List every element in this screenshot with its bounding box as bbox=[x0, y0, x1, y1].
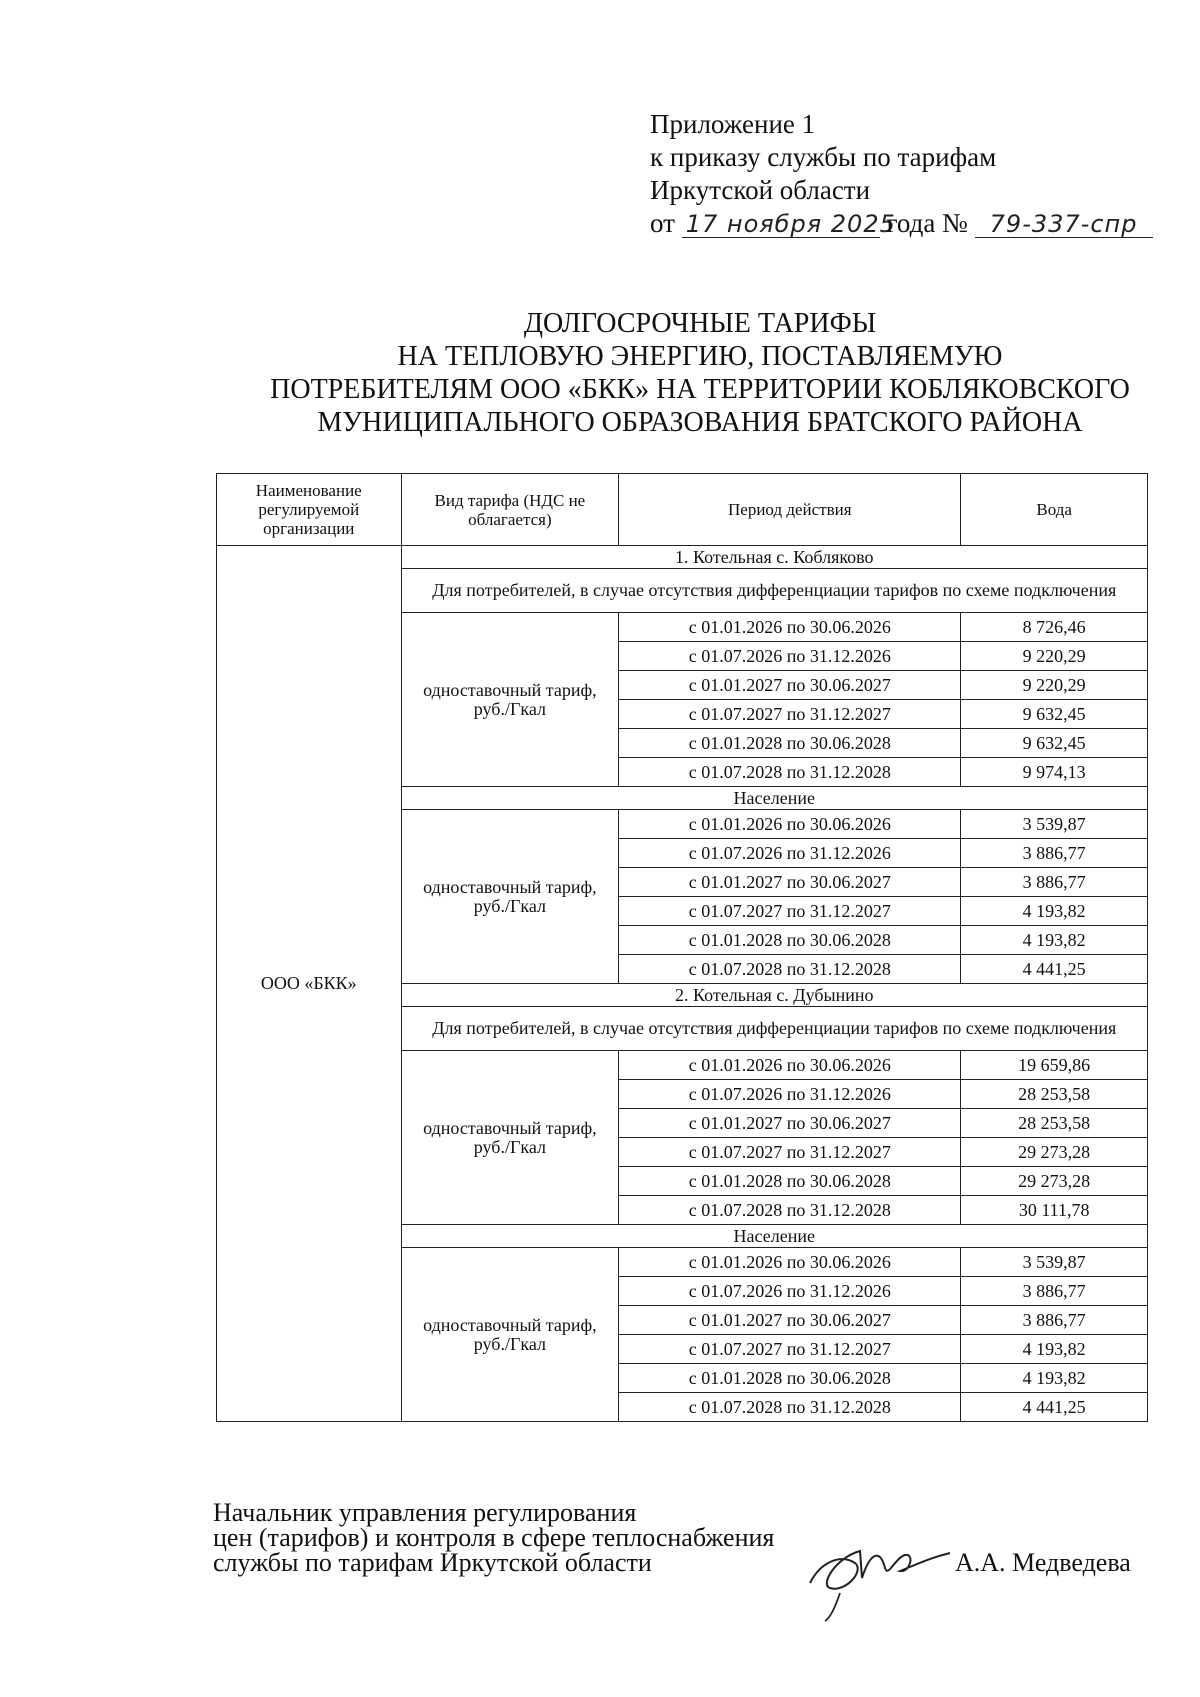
water-value-cell: 4 441,25 bbox=[961, 1393, 1148, 1422]
appendix-line-2: к приказу службы по тарифам bbox=[650, 142, 997, 172]
header-period: Период действия bbox=[619, 474, 961, 546]
water-value-cell: 29 273,28 bbox=[961, 1138, 1148, 1167]
period-cell: с 01.07.2026 по 31.12.2026 bbox=[619, 642, 961, 671]
period-cell: с 01.01.2026 по 30.06.2026 bbox=[619, 1248, 961, 1277]
title-line-3: ПОТРЕБИТЕЛЯМ ООО «БКК» НА ТЕРРИТОРИИ КОБЛЯКОВСКОГО bbox=[270, 374, 1130, 405]
water-value-cell: 19 659,86 bbox=[961, 1051, 1148, 1080]
water-value-cell: 3 886,77 bbox=[961, 1277, 1148, 1306]
water-value-cell: 3 886,77 bbox=[961, 868, 1148, 897]
title-line-4: МУНИЦИПАЛЬНОГО ОБРАЗОВАНИЯ БРАТСКОГО РАЙОНА bbox=[317, 407, 1083, 438]
header-water: Вода bbox=[961, 474, 1148, 546]
period-cell: с 01.07.2026 по 31.12.2026 bbox=[619, 839, 961, 868]
group-title: Население bbox=[401, 1225, 1147, 1248]
document-title bbox=[200, 307, 1200, 439]
signature-line-1: Начальник управления регулирования bbox=[213, 1498, 637, 1527]
period-cell: с 01.07.2026 по 31.12.2026 bbox=[619, 1277, 961, 1306]
handwritten-number: 79-337-спр bbox=[975, 211, 1153, 238]
water-value-cell: 4 193,82 bbox=[961, 926, 1148, 955]
handwritten-date: 17 ноября 2025 bbox=[682, 211, 880, 238]
appendix-line-3: Иркутской области bbox=[650, 175, 871, 205]
handwritten-signature-icon bbox=[800, 1523, 980, 1623]
period-cell: с 01.07.2027 по 31.12.2027 bbox=[619, 1138, 961, 1167]
water-value-cell: 8 726,46 bbox=[961, 613, 1148, 642]
organization-cell: ООО «БКК» bbox=[217, 546, 402, 1422]
water-value-cell: 4 193,82 bbox=[961, 897, 1148, 926]
water-value-cell: 4 193,82 bbox=[961, 1364, 1148, 1393]
appendix-line-1: Приложение 1 bbox=[650, 109, 816, 139]
group-title: Население bbox=[401, 787, 1147, 810]
water-value-cell: 29 273,28 bbox=[961, 1167, 1148, 1196]
period-cell: с 01.01.2026 по 30.06.2026 bbox=[619, 613, 961, 642]
signer-name: А.А. Медведева bbox=[955, 1548, 1131, 1577]
table-header-row bbox=[217, 474, 1148, 546]
period-cell: с 01.07.2027 по 31.12.2027 bbox=[619, 1335, 961, 1364]
tariff-type-cell: одноставочный тариф, руб./Гкал bbox=[401, 1248, 619, 1422]
period-cell: с 01.07.2026 по 31.12.2026 bbox=[619, 1080, 961, 1109]
period-cell: с 01.07.2028 по 31.12.2028 bbox=[619, 1393, 961, 1422]
water-value-cell: 3 539,87 bbox=[961, 1248, 1148, 1277]
period-cell: с 01.07.2028 по 31.12.2028 bbox=[619, 1196, 961, 1225]
water-value-cell: 3 539,87 bbox=[961, 810, 1148, 839]
period-cell: с 01.01.2027 по 30.06.2027 bbox=[619, 1109, 961, 1138]
period-cell: с 01.01.2026 по 30.06.2026 bbox=[619, 1051, 961, 1080]
header-tariff-type: Вид тарифа (НДС не облагается) bbox=[401, 474, 619, 546]
water-value-cell: 9 632,45 bbox=[961, 700, 1148, 729]
signature-line-3: службы по тарифам Иркутской области bbox=[213, 1548, 652, 1577]
water-value-cell: 4 441,25 bbox=[961, 955, 1148, 984]
water-value-cell: 9 220,29 bbox=[961, 671, 1148, 700]
appendix-block bbox=[650, 108, 1153, 240]
header-org: Наименование регулируемой организации bbox=[217, 474, 402, 546]
period-cell: с 01.01.2027 по 30.06.2027 bbox=[619, 868, 961, 897]
period-cell: с 01.01.2028 по 30.06.2028 bbox=[619, 926, 961, 955]
period-cell: с 01.01.2028 по 30.06.2028 bbox=[619, 1364, 961, 1393]
water-value-cell: 28 253,58 bbox=[961, 1080, 1148, 1109]
water-value-cell: 3 886,77 bbox=[961, 839, 1148, 868]
section-title: 1. Котельная с. Кобляково bbox=[401, 546, 1147, 569]
title-line-2: НА ТЕПЛОВУЮ ЭНЕРГИЮ, ПОСТАВЛЯЕМУЮ bbox=[397, 341, 1003, 372]
period-cell: с 01.07.2027 по 31.12.2027 bbox=[619, 700, 961, 729]
appendix-from-label: от bbox=[650, 208, 675, 238]
water-value-cell: 30 111,78 bbox=[961, 1196, 1148, 1225]
water-value-cell: 3 886,77 bbox=[961, 1306, 1148, 1335]
section-title: 2. Котельная с. Дубынино bbox=[401, 984, 1147, 1007]
tariff-type-cell: одноставочный тариф, руб./Гкал bbox=[401, 810, 619, 984]
period-cell: с 01.01.2028 по 30.06.2028 bbox=[619, 729, 961, 758]
period-cell: с 01.07.2028 по 31.12.2028 bbox=[619, 758, 961, 787]
group-title: Для потребителей, в случае отсутствия дифференциации тарифов по схеме подключения bbox=[401, 1007, 1147, 1051]
appendix-date-line bbox=[650, 207, 1153, 240]
period-cell: с 01.01.2027 по 30.06.2027 bbox=[619, 1306, 961, 1335]
water-value-cell: 9 632,45 bbox=[961, 729, 1148, 758]
tariff-type-cell: одноставочный тариф, руб./Гкал bbox=[401, 613, 619, 787]
tariff-table bbox=[216, 473, 1148, 1422]
water-value-cell: 9 220,29 bbox=[961, 642, 1148, 671]
title-line-1: ДОЛГОСРОЧНЫЕ ТАРИФЫ bbox=[523, 308, 877, 339]
period-cell: с 01.01.2028 по 30.06.2028 bbox=[619, 1167, 961, 1196]
section-row bbox=[217, 546, 1148, 569]
period-cell: с 01.01.2027 по 30.06.2027 bbox=[619, 671, 961, 700]
water-value-cell: 28 253,58 bbox=[961, 1109, 1148, 1138]
group-title: Для потребителей, в случае отсутствия дифференциации тарифов по схеме подключения bbox=[401, 569, 1147, 613]
appendix-year-label: года № bbox=[886, 208, 968, 238]
water-value-cell: 9 974,13 bbox=[961, 758, 1148, 787]
signature-line-2: цен (тарифов) и контроля в сфере теплоснабжения bbox=[213, 1523, 775, 1552]
period-cell: с 01.07.2028 по 31.12.2028 bbox=[619, 955, 961, 984]
period-cell: с 01.07.2027 по 31.12.2027 bbox=[619, 897, 961, 926]
water-value-cell: 4 193,82 bbox=[961, 1335, 1148, 1364]
tariff-type-cell: одноставочный тариф, руб./Гкал bbox=[401, 1051, 619, 1225]
period-cell: с 01.01.2026 по 30.06.2026 bbox=[619, 810, 961, 839]
signature-block bbox=[213, 1500, 774, 1575]
